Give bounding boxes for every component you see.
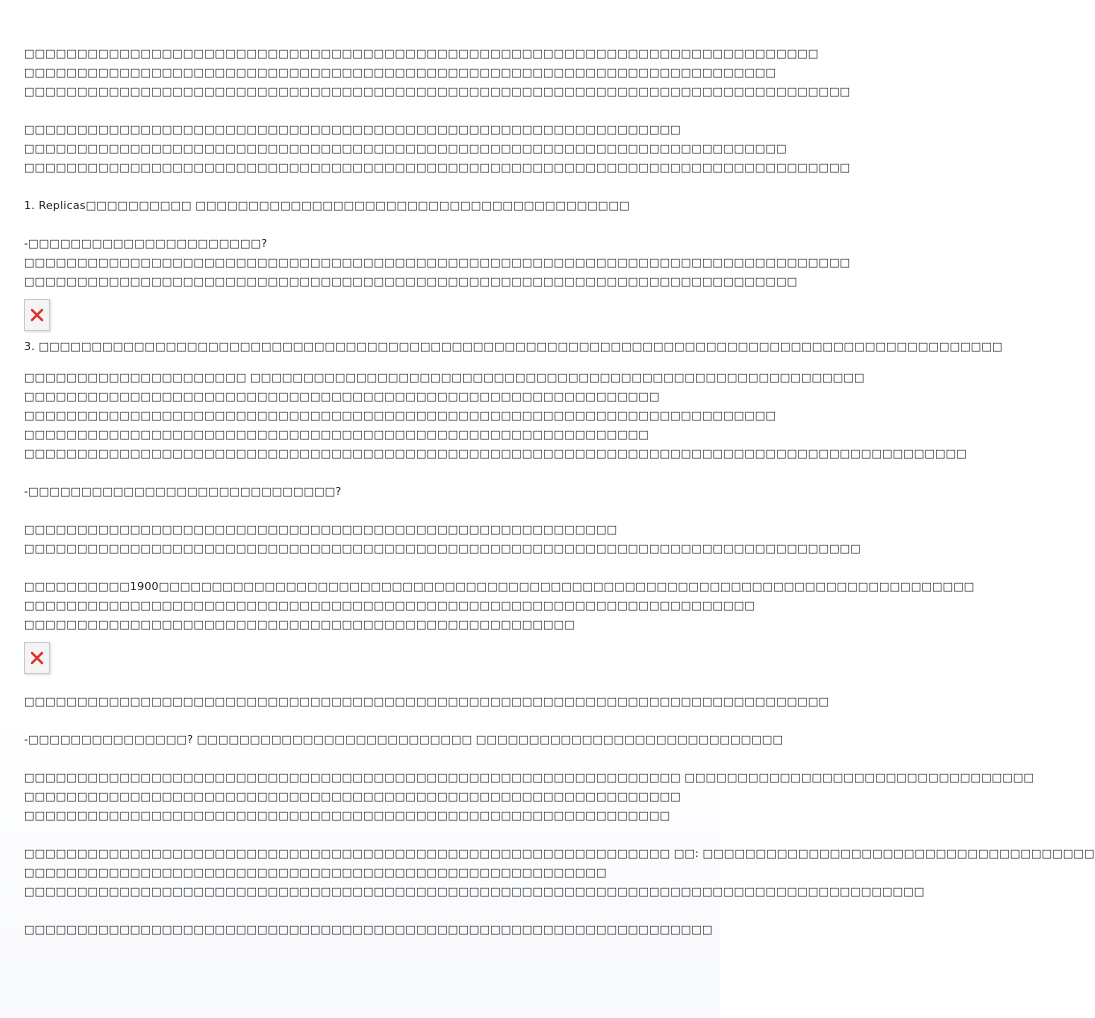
text-line: □□□□□□□□□□□□□□□□□□□□□□□□□□□□□□□□□□□□□□□□□□□□□□□□□□□□□□□□□□□□□□□□□□□□□□□□□□□□□□ xyxy=(24,85,851,98)
text-line: □□□□□□□□□□□□□□□□□□□□□□□□□□□□□□□□□□□□□□□□□□□□□□□□□□□□□□□□□□□□□□□□□□□□□ xyxy=(24,599,755,612)
text-line: □□□□□□□□□□□□□□□□□□□□□□□□□□□□□□□□□□□□□□□□□□□□□□□□□□□□□□□□□□□□□□□□□□□□□□□□□□□□ xyxy=(24,695,830,708)
broken-image-icon xyxy=(24,299,50,331)
text-line: □□□□□□□□□□□□□□□□□□□□□□□□□□□□□□□□□□□□□□□□□□□□□□□□□□□□□□□□□□□□□□□□□□□□□□□□□□□□□□□□□□□□□□□□□ xyxy=(24,447,967,460)
text-line: □□□□□□□□□□□□□□□□□□□□□□□□□□□□□□□□□□□□□□□□□□□□□□□□□□□□□□□□□□□□□□ □□□□□□□□□□□□□□□□□□□□□□□□□□□□□□□□□ xyxy=(24,771,1035,784)
text-line: □□□□□□□□□□□□□□□□□□□□□□□□□□□□□□□□□□□□□□□□□□□□□□□□□□□□□□□□□□□ xyxy=(24,428,649,441)
text-line: □□□□□□□□□□□□□□□□□□□□□□□□□□□□□□□□□□□□□□□□□□□□□□□□□□□□□□□□□□□□□□□□□□□□□□□□□□□ xyxy=(24,47,819,60)
paragraph xyxy=(24,768,1035,825)
question-line: -□□□□□□□□□□□□□□□? □□□□□□□□□□□□□□□□□□□□□□□□□□ □□□□□□□□□□□□□□□□□□□□□□□□□□□□□ xyxy=(24,733,784,746)
text-line: □□□□□□□□□□□□□□□□□□□□□□□□□□□□□□□□□□□□□□□□□□□□□□□□□□□□ xyxy=(24,618,575,631)
text-line: □□□□□□□□□□□□□□□□□□□□□□□□□□□□□□□□□□□□□□□□□□□□□□□□□□□□□□□ xyxy=(24,866,607,879)
paragraph xyxy=(24,577,975,634)
text-line: □□□□□□□□□□□□□□□□□□□□□□□□□□□□□□□□□□□□□□□□□□□□□□□□□□□□□□□□□□□□□□□□□□□□□□□ xyxy=(24,66,777,79)
document-body xyxy=(24,44,1095,939)
text-line: □□□□□□□□□□□□□□□□□□□□□□□□□□□□□□□□□□□□□□□□□□□□□□□□□□□□□□□□□□□□□□□□□□□□□□□ xyxy=(24,409,777,422)
paragraph xyxy=(24,253,851,291)
text-line: □□□□□□□□□□□□□□□□□□□□□□□□□□□□□□□□□□□□□□□□□□□□□□□□□□□□□□□□□□□□□□□□□ xyxy=(24,923,713,936)
text-line: □□□□□□□□□□□□□□□□□□□□□□□□□□□□□□□□□□□□□□□□□□□□□□□□□□□□□□□□□□□□□□□□□□□□□□□□□□□□□□ xyxy=(24,256,851,269)
text-line: □□□□□□□□□□□□□□□□□□□□□□□□□□□□□□□□□□□□□□□□□□□□□□□□□□□□□□□□□□□□□ □□: □□□□□□□□□□□□□□□□□□□□□□□□□□□□□□□□□□□□□ xyxy=(24,847,1095,860)
paragraph xyxy=(24,520,861,558)
text-line: □□□□□□□□□□□□□□□□□□□□□□□□□□□□□□□□□□□□□□□□□□□□□□□□□□□□□□□□□□□□□□□□□□□□□□□□□□□□□□□□□□□□□ xyxy=(24,885,925,898)
paragraph xyxy=(24,368,967,463)
broken-image-icon xyxy=(24,642,50,674)
text-line: □□□□□□□□□□□□□□□□□□□□□□□□□□□□□□□□□□□□□□□□□□□□□□□□□□□□□□□□□□□□□□□□□□□□□□□□ xyxy=(24,142,787,155)
paragraph xyxy=(24,44,851,101)
paragraph xyxy=(24,844,1095,901)
list-item-1: 1. Replicas□□□□□□□□□□ □□□□□□□□□□□□□□□□□□□□□□□□□□□□□□□□□□□□□□□□□ xyxy=(24,199,630,212)
question-line: -□□□□□□□□□□□□□□□□□□□□□□□□□□□□□? xyxy=(24,485,342,498)
list-item-3: 3. □□□□□□□□□□□□□□□□□□□□□□□□□□□□□□□□□□□□□□□□□□□□□□□□□□□□□□□□□□□□□□□□□□□□□□□□□□□□□□□□□□□□□□□□□□□ xyxy=(24,340,1003,353)
question-line: -□□□□□□□□□□□□□□□□□□□□□□? xyxy=(24,237,268,250)
text-line: □□□□□□□□□□□□□□□□□□□□□□□□□□□□□□□□□□□□□□□□□□□□□□□□□□□□□□□□□□□□□□□□□□□□□□□□□□□□□□□ xyxy=(24,542,861,555)
text-line: □□□□□□□□□□□□□□□□□□□□□ □□□□□□□□□□□□□□□□□□□□□□□□□□□□□□□□□□□□□□□□□□□□□□□□□□□□□□□□□□ xyxy=(24,371,865,384)
text-line: □□□□□□□□□□□□□□□□□□□□□□□□□□□□□□□□□□□□□□□□□□□□□□□□□□□□□□□□□□□□□□ xyxy=(24,123,681,136)
text-line: □□□□□□□□□□□□□□□□□□□□□□□□□□□□□□□□□□□□□□□□□□□□□□□□□□□□□□□□□□□□□□ xyxy=(24,790,681,803)
text-line: □□□□□□□□□□□□□□□□□□□□□□□□□□□□□□□□□□□□□□□□□□□□□□□□□□□□□□□□□□□□□□□□□□□□□□□□□□□□□□ xyxy=(24,161,851,174)
text-line: □□□□□□□□□□□□□□□□□□□□□□□□□□□□□□□□□□□□□□□□□□□□□□□□□□□□□□□□□□□□□□□□□□□□□□□□□ xyxy=(24,275,798,288)
text-line: □□□□□□□□□□□□□□□□□□□□□□□□□□□□□□□□□□□□□□□□□□□□□□□□□□□□□□□□□□□□ xyxy=(24,390,660,403)
text-line: □□□□□□□□□□□□□□□□□□□□□□□□□□□□□□□□□□□□□□□□□□□□□□□□□□□□□□□□ xyxy=(24,523,618,536)
text-line: □□□□□□□□□□1900□□□□□□□□□□□□□□□□□□□□□□□□□□□□□□□□□□□□□□□□□□□□□□□□□□□□□□□□□□□□□□□□□□□□□□□□□□□□□ xyxy=(24,580,975,593)
text-line: □□□□□□□□□□□□□□□□□□□□□□□□□□□□□□□□□□□□□□□□□□□□□□□□□□□□□□□□□□□□□ xyxy=(24,809,671,822)
paragraph xyxy=(24,120,851,177)
